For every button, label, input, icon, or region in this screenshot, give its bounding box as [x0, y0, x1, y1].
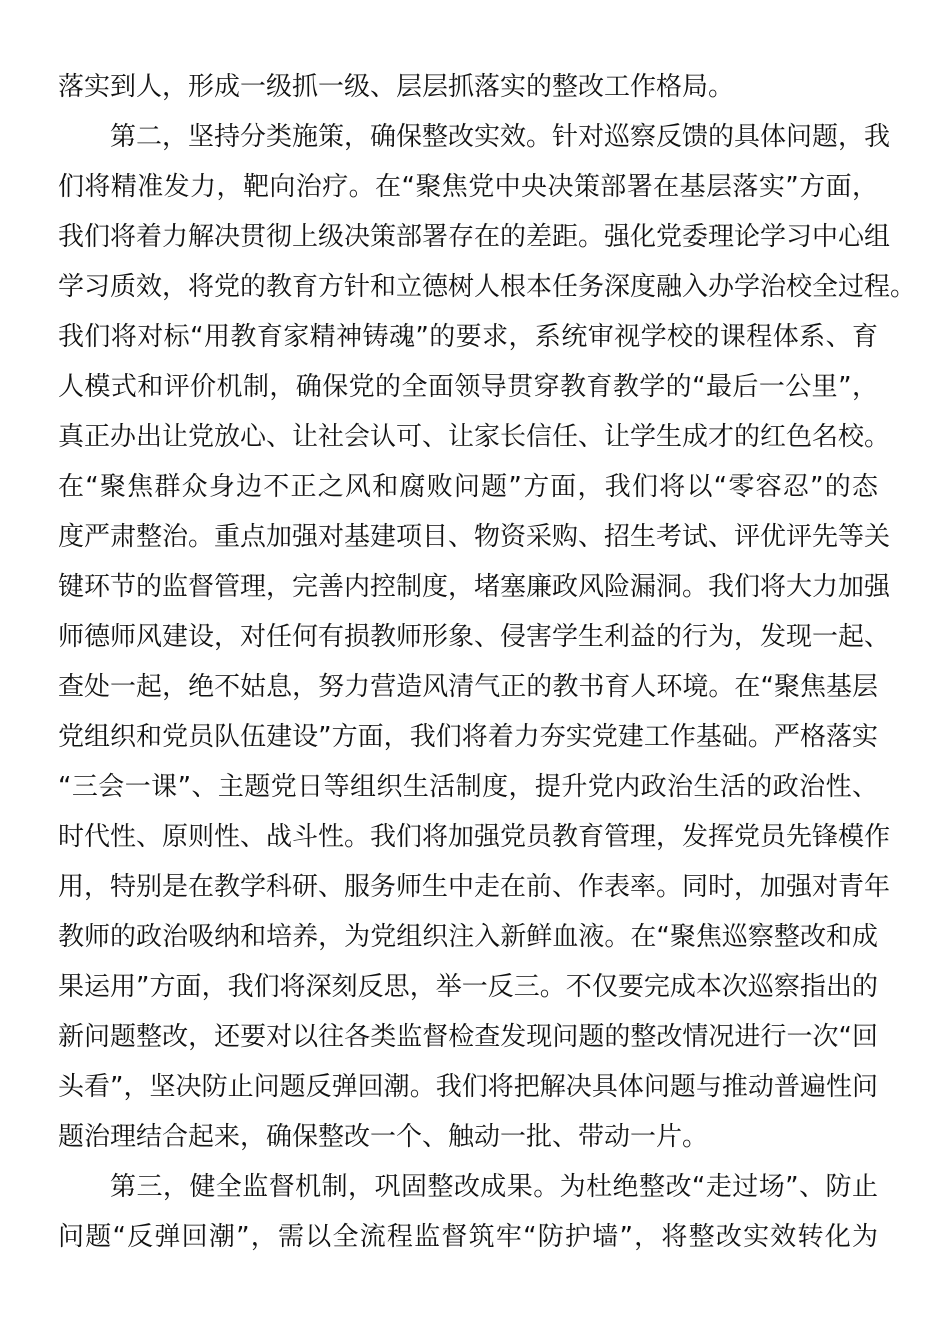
text-line: 问题“反弹回潮”，需以全流程监督筑牢“防护墙”，将整改实效转化为	[58, 1222, 878, 1252]
text-line: 键环节的监督管理，完善内控制度，堵塞廉政风险漏洞。我们将大力加强	[58, 572, 891, 602]
text-line: 时代性、原则性、战斗性。我们将加强党员教育管理，发挥党员先锋模作	[58, 822, 891, 852]
paragraph-start-line: 第二，坚持分类施策，确保整改实效。针对巡察反馈的具体问题，我	[110, 122, 891, 152]
text-line: “三会一课”、主题党日等组织生活制度，提升党内政治生活的政治性、	[58, 772, 878, 802]
text-line: 党组织和党员队伍建设”方面，我们将着力夯实党建工作基础。严格落实	[58, 722, 878, 752]
text-line: 落实到人，形成一级抓一级、层层抓落实的整改工作格局。	[58, 72, 735, 102]
text-line: 果运用”方面，我们将深刻反思，举一反三。不仅要完成本次巡察指出的	[58, 972, 878, 1002]
text-line: 教师的政治吸纳和培养，为党组织注入新鲜血液。在“聚焦巡察整改和成	[58, 922, 878, 952]
text-line: 新问题整改，还要对以往各类监督检查发现问题的整改情况进行一次“回	[58, 1022, 878, 1052]
text-line: 我们将着力解决贯彻上级决策部署存在的差距。强化党委理论学习中心组	[58, 222, 891, 252]
text-line: 用，特别是在教学科研、服务师生中走在前、作表率。同时，加强对青年	[58, 872, 891, 902]
text-line: 师德师风建设，对任何有损教师形象、侵害学生利益的行为，发现一起、	[58, 622, 891, 652]
body-text	[58, 62, 917, 1262]
text-line: 题治理结合起来，确保整改一个、触动一批、带动一片。	[58, 1122, 709, 1152]
text-line: 们将精准发力，靶向治疗。在“聚焦党中央决策部署在基层落实”方面，	[58, 172, 878, 202]
text-line: 学习质效，将党的教育方针和立德树人根本任务深度融入办学治校全过程。	[58, 272, 917, 302]
text-line: 我们将对标“用教育家精神铸魂”的要求，系统审视学校的课程体系、育	[58, 322, 878, 352]
text-line: 真正办出让党放心、让社会认可、让家长信任、让学生成才的红色名校。	[58, 422, 891, 452]
text-line: 在“聚焦群众身边不正之风和腐败问题”方面，我们将以“零容忍”的态	[58, 472, 878, 502]
paragraph-start-line: 第三，健全监督机制，巩固整改成果。为杜绝整改“走过场”、防止	[110, 1172, 878, 1202]
text-line: 头看”，坚决防止问题反弹回潮。我们将把解决具体问题与推动普遍性问	[58, 1072, 878, 1102]
text-line: 人模式和评价机制，确保党的全面领导贯穿教育教学的“最后一公里”，	[58, 372, 878, 402]
text-line: 度严肃整治。重点加强对基建项目、物资采购、招生考试、评优评先等关	[58, 522, 891, 552]
text-line: 查处一起，绝不姑息，努力营造风清气正的教书育人环境。在“聚焦基层	[58, 672, 878, 702]
